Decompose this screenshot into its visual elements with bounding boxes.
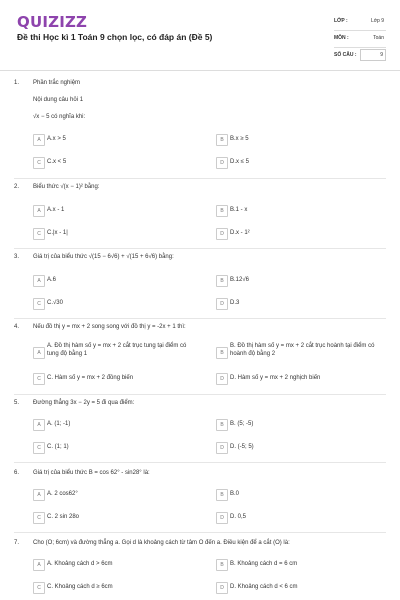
answer-option[interactable] bbox=[216, 556, 386, 573]
document-title: Đề thi Học kì 1 Toán 9 chọn lọc, có đáp án (Đề 5) bbox=[17, 32, 213, 42]
option-letter: D bbox=[216, 228, 228, 240]
question-number: 4. bbox=[14, 324, 20, 330]
option-text: C. Khoảng cách d ≥ 6cm bbox=[47, 584, 113, 590]
answer-option[interactable] bbox=[33, 295, 203, 312]
option-letter: B bbox=[216, 134, 228, 146]
header bbox=[0, 0, 400, 71]
answer-option[interactable] bbox=[33, 154, 203, 171]
answer-option[interactable] bbox=[216, 272, 386, 289]
question-list bbox=[0, 74, 400, 600]
question-text: Giá trị của biểu thức √(15 − 6√6) + √(15 + 6√6) bằng: bbox=[33, 254, 174, 260]
option-text: A.x - 1 bbox=[47, 207, 65, 213]
option-text: D. (-5; 5) bbox=[230, 444, 254, 450]
answer-option[interactable] bbox=[33, 131, 203, 148]
option-text: D. 0,5 bbox=[230, 514, 247, 520]
answer-option[interactable] bbox=[33, 342, 203, 362]
answer-option[interactable] bbox=[33, 370, 203, 387]
option-letter: A bbox=[33, 205, 45, 217]
option-letter: D bbox=[216, 582, 228, 594]
option-letter: C bbox=[33, 442, 45, 454]
answer-option[interactable] bbox=[216, 202, 386, 219]
meta-value: Lớp 9 bbox=[370, 18, 384, 24]
answer-option[interactable] bbox=[33, 272, 203, 289]
option-text: B.x ≥ 5 bbox=[230, 136, 249, 142]
option-letter: B bbox=[216, 419, 228, 431]
question-number: 1. bbox=[14, 80, 20, 86]
question-text: Biểu thức √(x − 1)² bằng: bbox=[33, 184, 100, 190]
meta-label: MÔN : bbox=[334, 35, 349, 41]
option-letter: C bbox=[33, 157, 45, 169]
option-text: B.0 bbox=[230, 491, 240, 497]
option-letter: C bbox=[33, 228, 45, 240]
answer-option[interactable] bbox=[216, 342, 386, 362]
option-letter: A bbox=[33, 489, 45, 501]
question-text: Nếu đồ thị y = mx + 2 song song với đồ thị y = -2x + 1 thì: bbox=[33, 324, 186, 330]
answer-option[interactable] bbox=[33, 225, 203, 242]
answer-option[interactable] bbox=[216, 509, 386, 526]
question-text: Nội dung câu hỏi 1 bbox=[33, 97, 84, 103]
question-number: 5. bbox=[14, 400, 20, 406]
answer-option[interactable] bbox=[216, 439, 386, 456]
option-text: D.3 bbox=[230, 300, 240, 306]
question-number: 2. bbox=[14, 184, 20, 190]
answer-option[interactable] bbox=[216, 416, 386, 433]
option-letter: A bbox=[33, 134, 45, 146]
option-text: B.12√6 bbox=[230, 277, 249, 283]
answer-option[interactable] bbox=[216, 370, 386, 387]
question-text: Giá trị của biểu thức B = cos 62° - sin28° là: bbox=[33, 470, 150, 476]
option-letter: B bbox=[216, 489, 228, 501]
meta-row-count bbox=[334, 48, 386, 64]
option-letter: D bbox=[216, 512, 228, 524]
option-text: A. Đồ thị hàm số y = mx + 2 cắt trục tung tại điểm có tung độ bằng 1 bbox=[47, 343, 187, 357]
option-text: A. 2 cos62° bbox=[47, 491, 78, 497]
answer-option[interactable] bbox=[33, 556, 203, 573]
answer-option[interactable] bbox=[33, 579, 203, 596]
option-letter: B bbox=[216, 559, 228, 571]
question-text: Đường thẳng 3x − 2y = 5 đi qua điểm: bbox=[33, 400, 135, 406]
option-text: A. Khoảng cách d > 6cm bbox=[47, 561, 113, 567]
option-letter: B bbox=[216, 205, 228, 217]
option-text: C.|x - 1| bbox=[47, 230, 68, 236]
option-text: C. Hàm số y = mx + 2 đồng biến bbox=[47, 375, 134, 381]
option-letter: D bbox=[216, 373, 228, 385]
option-text: B. Khoảng cách d = 6 cm bbox=[230, 561, 298, 567]
answer-option[interactable] bbox=[216, 579, 386, 596]
option-letter: B bbox=[216, 275, 228, 287]
option-text: A.x > 5 bbox=[47, 136, 66, 142]
option-text: B.1 - x bbox=[230, 207, 248, 213]
option-letter: B bbox=[216, 347, 228, 359]
option-letter: D bbox=[216, 442, 228, 454]
option-text: D.x ≤ 5 bbox=[230, 159, 249, 165]
option-text: B. (5; -5) bbox=[230, 421, 254, 427]
question-number: 3. bbox=[14, 254, 20, 260]
option-letter: A bbox=[33, 347, 45, 359]
option-letter: D bbox=[216, 298, 228, 310]
answer-option[interactable] bbox=[33, 509, 203, 526]
answer-option[interactable] bbox=[216, 486, 386, 503]
option-text: A. (1; -1) bbox=[47, 421, 71, 427]
answer-option[interactable] bbox=[216, 131, 386, 148]
divider bbox=[14, 394, 386, 395]
question-number: 7. bbox=[14, 540, 20, 546]
answer-option[interactable] bbox=[33, 439, 203, 456]
answer-option[interactable] bbox=[216, 295, 386, 312]
quizizz-logo[interactable]: QUIZIZZ bbox=[17, 13, 88, 31]
answer-option[interactable] bbox=[216, 225, 386, 242]
meta-value: Toán bbox=[373, 35, 384, 41]
question-text: √x − 5 có nghĩa khi: bbox=[33, 114, 86, 120]
option-text: D. Khoảng cách d < 6 cm bbox=[230, 584, 298, 590]
answer-option[interactable] bbox=[33, 202, 203, 219]
meta-row-class bbox=[334, 14, 386, 31]
option-letter: C bbox=[33, 373, 45, 385]
divider bbox=[14, 532, 386, 533]
answer-option[interactable] bbox=[33, 486, 203, 503]
divider bbox=[14, 462, 386, 463]
question-text: Phần trắc nghiệm bbox=[33, 80, 81, 86]
option-text: C. 2 sin 28o bbox=[47, 514, 80, 520]
question-number: 6. bbox=[14, 470, 20, 476]
option-text: A.6 bbox=[47, 277, 57, 283]
divider bbox=[14, 248, 386, 249]
option-letter: A bbox=[33, 275, 45, 287]
option-text: C.√30 bbox=[47, 300, 63, 306]
option-letter: C bbox=[33, 298, 45, 310]
option-letter: D bbox=[216, 157, 228, 169]
meta-label: LỚP : bbox=[334, 18, 348, 24]
meta-label: SỐ CÂU : bbox=[334, 52, 357, 58]
option-text: C. (1; 1) bbox=[47, 444, 69, 450]
option-text: D.x - 1² bbox=[230, 230, 250, 236]
divider bbox=[14, 178, 386, 179]
answer-option[interactable] bbox=[33, 416, 203, 433]
option-letter: C bbox=[33, 512, 45, 524]
question-text: Cho (O; 6cm) và đường thẳng a. Gọi d là khoảng cách từ tâm O đến a. Điều kiện để a cắt (O) là: bbox=[33, 540, 290, 546]
meta-table bbox=[334, 14, 386, 64]
option-letter: A bbox=[33, 419, 45, 431]
answer-option[interactable] bbox=[216, 154, 386, 171]
option-letter: A bbox=[33, 559, 45, 571]
option-text: D. Hàm số y = mx + 2 nghịch biến bbox=[230, 375, 321, 381]
divider bbox=[14, 318, 386, 319]
meta-value: 9 bbox=[360, 49, 386, 61]
meta-row-subject bbox=[334, 31, 386, 48]
option-text: C.x < 5 bbox=[47, 159, 67, 165]
option-letter: C bbox=[33, 582, 45, 594]
option-text: B. Đồ thị hàm số y = mx + 2 cắt trục hoành tại điểm có hoành độ bằng 2 bbox=[230, 343, 375, 357]
